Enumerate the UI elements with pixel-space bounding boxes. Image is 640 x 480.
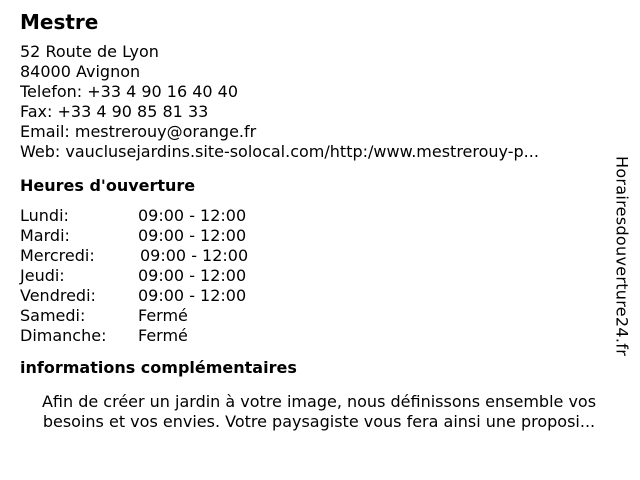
day-hours: Fermé [138,306,188,325]
hours-row-thursday [20,266,610,286]
opening-hours-heading: Heures d'ouverture [20,176,196,195]
hours-row-tuesday [20,226,610,246]
address-line-1: 52 Route de Lyon [20,42,159,61]
opening-hours-table [20,206,610,346]
source-watermark-text: Horairesdouverture24.fr [612,155,632,357]
phone-number: Telefon: +33 4 90 16 40 40 [20,82,239,101]
day-hours: 09:00 - 12:00 [138,286,247,305]
hours-row-wednesday [20,246,610,266]
day-label: Lundi: [20,206,69,225]
day-label: Samedi: [20,306,86,325]
email-address: Email: mestrerouy@orange.fr [20,122,257,141]
day-label: Vendredi: [20,286,96,305]
day-hours: 09:00 - 12:00 [138,266,247,285]
day-hours: 09:00 - 12:00 [138,206,247,225]
business-name: Mestre [20,10,99,34]
day-hours: 09:00 - 12:00 [138,226,247,245]
description-line-2: besoins et vos envies. Votre paysagiste vous fera ainsi une proposi... [42,412,596,431]
source-watermark [612,136,632,376]
hours-row-friday [20,286,610,306]
address-line-2: 84000 Avignon [20,62,141,81]
description-line-1: Afin de créer un jardin à votre image, nous définissons ensemble vos [41,392,597,411]
fax-number: Fax: +33 4 90 85 81 33 [20,102,209,121]
hours-row-monday [20,206,610,226]
additional-info-heading: informations complémentaires [20,358,297,377]
day-hours: Fermé [138,326,188,345]
hours-row-saturday [20,306,610,326]
day-label: Mercredi: [20,246,95,265]
day-label: Dimanche: [20,326,107,345]
website: Web: vauclusejardins.site-solocal.com/http:/www.mestrerouy-p... [20,142,539,161]
day-label: Jeudi: [20,266,65,285]
business-card [20,8,610,432]
hours-row-sunday [20,326,610,346]
day-hours: 09:00 - 12:00 [140,246,249,265]
day-label: Mardi: [20,226,70,245]
